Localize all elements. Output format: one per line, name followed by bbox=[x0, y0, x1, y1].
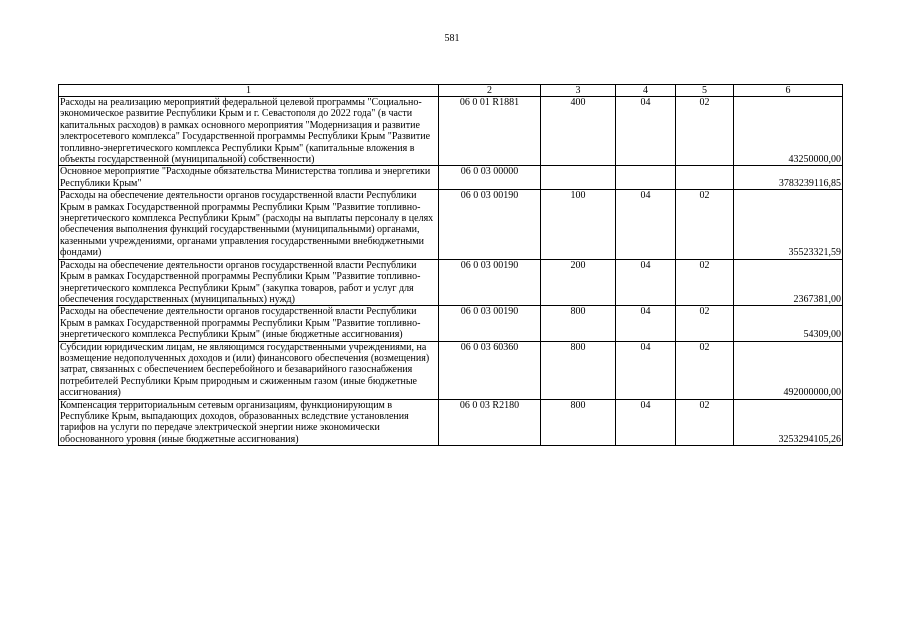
row-expense-type: 800 bbox=[541, 341, 616, 399]
column-header-4: 4 bbox=[616, 85, 676, 97]
row-target-code: 06 0 03 00190 bbox=[439, 259, 541, 306]
row-section: 04 bbox=[616, 399, 676, 446]
row-description: Субсидии юридическим лицам, не являющимся государственными учреждениями, на возмещение недополученных доходов и (или) финансового обеспечения (возмещения) затрат, связанных с обеспечением бесперебойного и безаварийного газоснабжения потребителей Республики Крым природным и сжиженным газом (иные бюджетные ассигнования) bbox=[59, 341, 439, 399]
row-target-code: 06 0 03 00000 bbox=[439, 166, 541, 190]
row-description: Расходы на обеспечение деятельности органов государственной власти Республики Крым в рамках Государственной программы Республики Крым "Развитие топливно-энергетического комплекса Республики Крым" (иные бюджетные ассигнования) bbox=[59, 306, 439, 341]
column-header-3: 3 bbox=[541, 85, 616, 97]
row-subsection bbox=[676, 166, 734, 190]
row-expense-type: 800 bbox=[541, 306, 616, 341]
row-description: Расходы на реализацию мероприятий федеральной целевой программы "Социально-экономическое развитие Республики Крым и г. Севастополя до 2022 года" (в части капитальных расходов) в рамках основного мероприятия "Модернизация и развитие электросетевого комплекса" Государственной программы Республики Крым "Развитие топливно-энергетического комплекса Республики Крым" (капитальные вложения в объекты государственной (муниципальной) собственности) bbox=[59, 97, 439, 166]
column-header-6: 6 bbox=[734, 85, 843, 97]
row-subsection: 02 bbox=[676, 306, 734, 341]
row-expense-type: 400 bbox=[541, 97, 616, 166]
table-row bbox=[59, 166, 843, 190]
row-expense-type: 200 bbox=[541, 259, 616, 306]
table-row bbox=[59, 306, 843, 341]
column-header-5: 5 bbox=[676, 85, 734, 97]
row-description: Компенсация территориальным сетевым организациям, функционирующим в Республике Крым, выпадающих доходов, образованных вследствие установления тарифов на услуги по передаче электрической энергии ниже экономически обоснованного уровня (иные бюджетные ассигнования) bbox=[59, 399, 439, 446]
row-subsection: 02 bbox=[676, 190, 734, 259]
row-amount: 43250000,00 bbox=[734, 97, 843, 166]
row-description: Основное мероприятие "Расходные обязательства Министерства топлива и энергетики Республики Крым" bbox=[59, 166, 439, 190]
table-row bbox=[59, 97, 843, 166]
row-target-code: 06 0 03 00190 bbox=[439, 306, 541, 341]
row-description: Расходы на обеспечение деятельности органов государственной власти Республики Крым в рамках Государственной программы Республики Крым "Развитие топливно-энергетического комплекса Республики Крым" (закупка товаров, работ и услуг для обеспечения государственных (муниципальных) нужд) bbox=[59, 259, 439, 306]
row-target-code: 06 0 03 R2180 bbox=[439, 399, 541, 446]
row-section: 04 bbox=[616, 190, 676, 259]
row-amount: 492000000,00 bbox=[734, 341, 843, 399]
row-expense-type bbox=[541, 166, 616, 190]
page-number: 581 bbox=[444, 33, 460, 44]
row-amount: 35523321,59 bbox=[734, 190, 843, 259]
row-target-code: 06 0 03 00190 bbox=[439, 190, 541, 259]
row-amount: 3253294105,26 bbox=[734, 399, 843, 446]
row-amount: 3783239116,85 bbox=[734, 166, 843, 190]
row-subsection: 02 bbox=[676, 97, 734, 166]
row-amount: 54309,00 bbox=[734, 306, 843, 341]
row-description: Расходы на обеспечение деятельности органов государственной власти Республики Крым в рамках Государственной программы Республики Крым "Развитие топливно-энергетического комплекса Республики Крым" (расходы на выплаты персоналу в целях обеспечения выполнения функций государственными (муниципальными) органами, казенными учреждениями, органами управления государственными внебюджетными фондами) bbox=[59, 190, 439, 259]
row-section: 04 bbox=[616, 306, 676, 341]
table-row bbox=[59, 399, 843, 446]
budget-table bbox=[58, 84, 843, 446]
table-header-row bbox=[59, 85, 843, 97]
row-expense-type: 800 bbox=[541, 399, 616, 446]
table-row bbox=[59, 341, 843, 399]
row-target-code: 06 0 03 60360 bbox=[439, 341, 541, 399]
row-section: 04 bbox=[616, 341, 676, 399]
table-row bbox=[59, 259, 843, 306]
row-section: 04 bbox=[616, 259, 676, 306]
table-row bbox=[59, 190, 843, 259]
row-subsection: 02 bbox=[676, 259, 734, 306]
column-header-2: 2 bbox=[439, 85, 541, 97]
row-section bbox=[616, 166, 676, 190]
column-header-1: 1 bbox=[59, 85, 439, 97]
row-expense-type: 100 bbox=[541, 190, 616, 259]
row-subsection: 02 bbox=[676, 399, 734, 446]
row-amount: 2367381,00 bbox=[734, 259, 843, 306]
row-target-code: 06 0 01 R1881 bbox=[439, 97, 541, 166]
row-subsection: 02 bbox=[676, 341, 734, 399]
row-section: 04 bbox=[616, 97, 676, 166]
